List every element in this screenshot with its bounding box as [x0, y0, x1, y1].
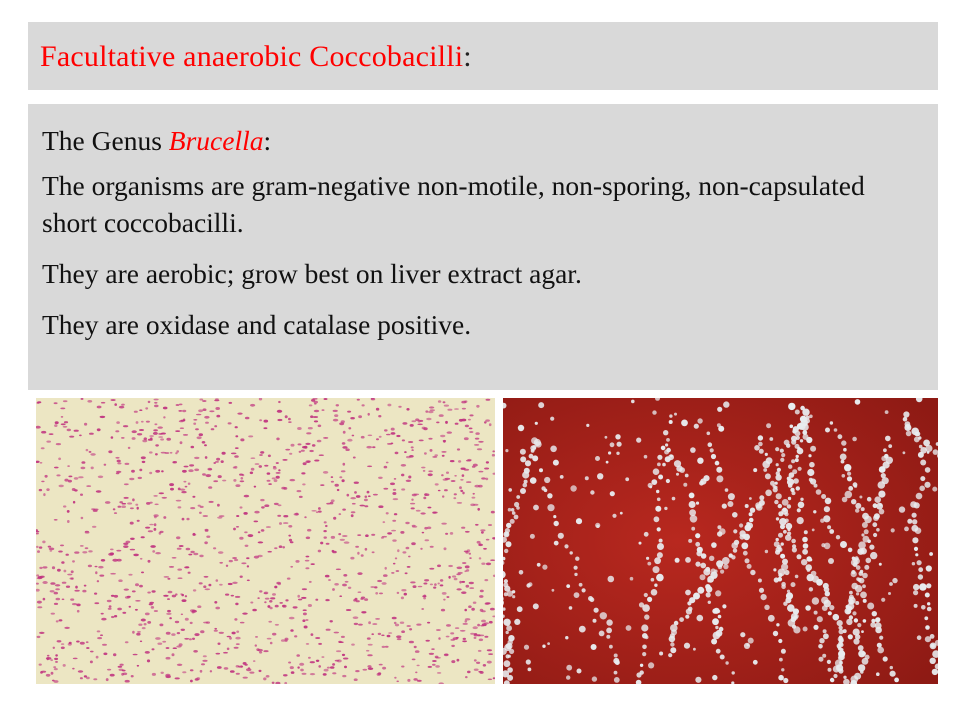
blood-agar-colonies-graphic — [503, 398, 938, 684]
slide-title — [40, 40, 472, 73]
gram-stain-micrograph — [36, 398, 495, 684]
description-line-3: They are oxidase and catalase positive. — [42, 309, 472, 340]
genus-prefix: The Genus — [42, 125, 169, 156]
genus-name: Brucella — [168, 125, 264, 156]
gram-stain-micrograph-graphic — [36, 398, 495, 684]
agar-background — [503, 398, 938, 684]
title-panel — [28, 22, 938, 90]
description-line-1: The organisms are gram-negative non-motile, non-sporing, non-capsulated short coccobacilli. — [42, 170, 865, 238]
slide-title-text: Facultative anaerobic Coccobacilli — [40, 40, 464, 73]
description-line-2: They are aerobic; grow best on liver extract agar. — [42, 258, 582, 289]
blood-agar-colonies-photo — [503, 398, 938, 684]
genus-heading — [42, 122, 920, 159]
content-panel — [28, 104, 938, 390]
genus-suffix: : — [263, 125, 272, 156]
slide-title-colon: : — [463, 40, 472, 73]
